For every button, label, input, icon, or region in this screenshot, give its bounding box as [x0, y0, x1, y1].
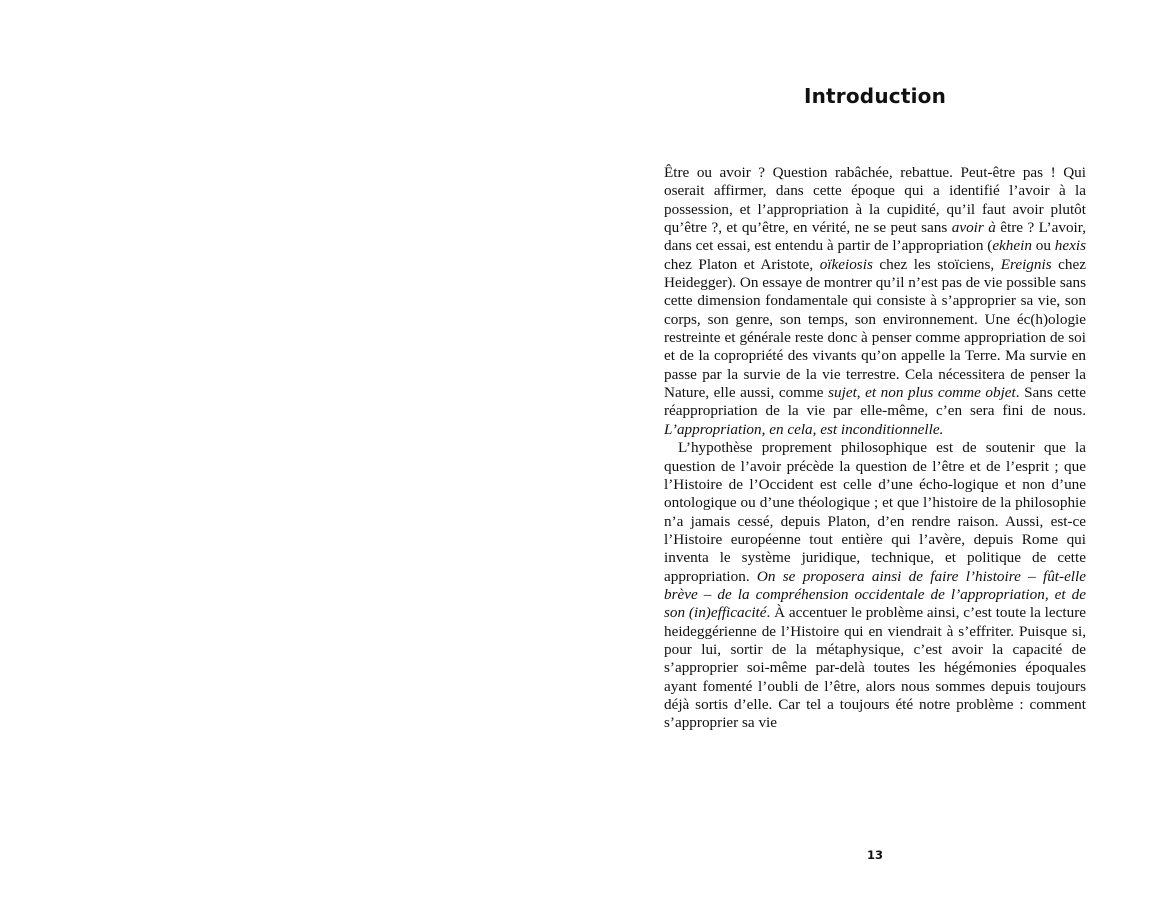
italic-run: Ereignis	[1000, 255, 1052, 273]
text-run: Être ou avoir ? Question rabâchée, rebattue. Peut-être pas ! Qui oserait affirmer, dans cette époque qui a identifié l’avoir à la possession, et l’appropriation à la cupidité, qu’il faut avoir plutôt qu’être ?, et qu’être, en vérité, ne se peut sans	[664, 164, 1086, 237]
italic-run: hexis	[1054, 237, 1086, 255]
text-run: . Sans cette réappropriation de la vie par elle-même, c’en sera fini de nous.	[664, 384, 1087, 420]
body-text	[664, 164, 1086, 733]
chapter-title: Introduction	[803, 84, 947, 108]
text-run: chez les stoïciens,	[872, 255, 1001, 273]
text-run: ou	[1031, 237, 1055, 255]
italic-run: On se proposera ainsi de faire l’histoire – fût-elle brève – de la compréhension occidentale de l’appropriation, et de son (in)efficacité	[664, 567, 1086, 622]
text-run: L’hypothèse proprement philosophique est de soutenir que la question de l’avoir précède la question de l’être et de l’esprit ; que l’Histoire de l’Occident est celle d’une écho-logique et non d’une ontologique ou d’une théologique ; et que l’histoire de la philosophie n’a jamais cessé, depuis Platon, d’en rendre raison. Aussi, est-ce l’Histoire européenne tout entière qui l’avère, depuis Rome qui inventa le système juridique, technique, et politique de cette appropriation.	[664, 439, 1086, 585]
text-run: chez Platon et Aristote,	[664, 255, 820, 273]
italic-run: sujet, et non plus comme objet	[828, 384, 1016, 402]
italic-run: avoir à	[951, 219, 996, 237]
text-run: chez Heidegger). On essaye de montrer qu’il n’est pas de vie possible sans cette dimension fondamentale qui consiste à s’approprier sa vie, son corps, son genre, son temps, son environnement. Une éc(h)ologie restreinte et générale reste donc à penser comme appropriation de soi et de la copropriété des vivants qu’on appelle la Terre. Ma survie en passe par la survie de la vie terrestre. Cela nécessitera de penser la Nature, elle aussi, comme	[664, 255, 1086, 402]
italic-run: oïkeiosis	[819, 255, 873, 273]
text-run: être ? L’avoir, dans cet essai, est entendu à partir de l’appropriation (	[664, 219, 1087, 255]
italic-run: L’appropriation, en cela, est inconditionnelle.	[664, 420, 944, 438]
italic-run: ekhein	[992, 237, 1032, 255]
paragraph-2	[664, 439, 1086, 733]
text-run: . À accentuer le problème ainsi, c’est toute la lecture heideggérienne de l’Histoire qui en viendrait à s’effriter. Puisque si, pour lui, sortir de la métaphysique, c’est avoir la capacité de s’approprier soi-même par-delà toutes les hégémonies époquales ayant fomenté l’oubli de l’être, alors nous sommes depuis toujours déjà sortis d’elle. Car tel a toujours été notre problème : comment s’approprier sa vie	[664, 604, 1086, 732]
paragraph-1	[664, 164, 1086, 439]
page-number: 13	[866, 848, 883, 862]
